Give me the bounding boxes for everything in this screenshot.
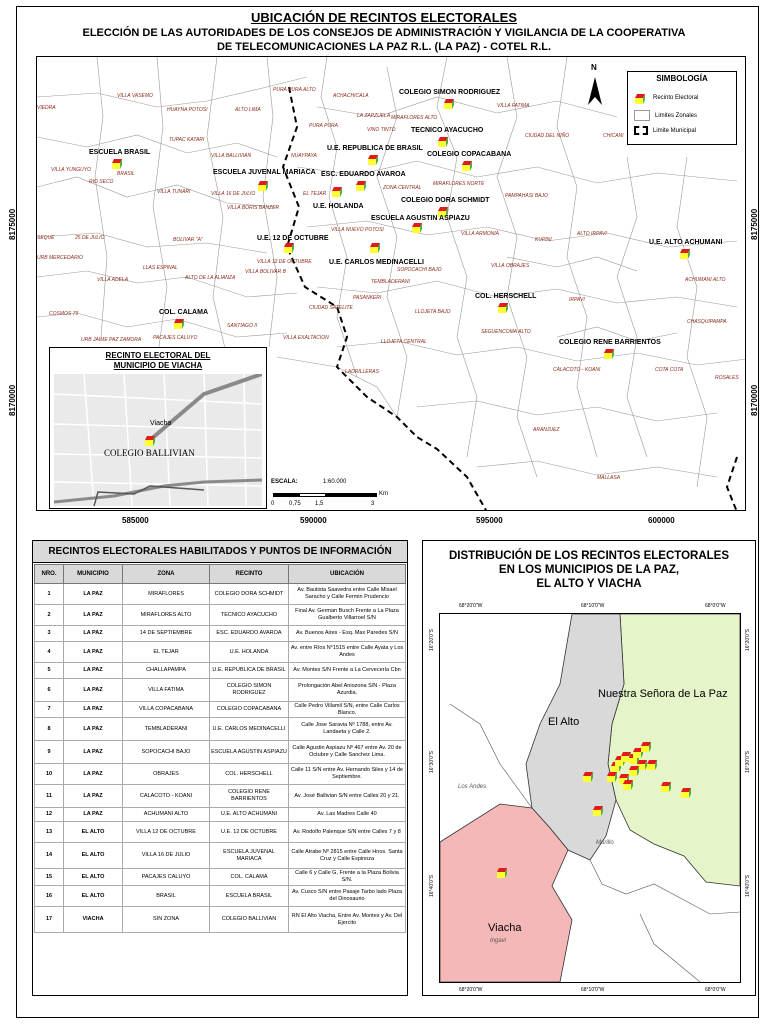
legend-item-recinto [634,92,698,104]
cell-ubicacion: Prolongación Abel Aniozona S/N - Plaza Azurdia. [289,679,406,702]
cell-ubicacion: Av. Montes S/N Frente a La Cervecería Cbn [289,663,406,679]
zone-label: 25 DE JULIO [75,235,105,241]
cell-ubicacion: Calle Atrabe Nº 2815 entre Calle Hnos. Santa Cruz y Calle Espinoza [289,843,406,869]
coord-bottom-4: 600000 [648,516,675,525]
scale-label: ESCALA: [271,479,298,485]
cell-zona: MIRAFLORES ALTO [123,605,210,626]
cell-recinto: ESC. EDUARDO AVAROA [210,626,289,642]
right-tick: 16°30'0"S [745,751,751,773]
column-header: MUNICIPIO [64,565,123,584]
cell-zona: VILLA FATIMA [123,679,210,702]
zone-label: VILLA BORIS BANZER [227,205,280,211]
cell-municipio: LA PAZ [64,741,123,764]
zone-label: ALTO IRPAVI [577,231,607,237]
cell-recinto: TECNICO AYACUCHO [210,605,289,626]
cell-ubicacion: Calle 6 y Calle G, Frente a la Plaza Bolivia S/N. [289,869,406,886]
zone-label: CIUDAD SATELITE [309,305,353,311]
cell-ubicacion: Calle 11 S/N entre Av. Hernando Siles y 14 de Septiembre. [289,764,406,785]
zone-label: LADRILLERAS [345,369,379,375]
zone-label: KUPINI [535,237,552,243]
cell-ubicacion: Av. Las Madres Calle 40 [289,808,406,822]
scale-ratio: 1:60.000 [323,479,347,485]
distribution-panel [422,540,756,996]
top-tick: 68°0'0"W [705,603,726,609]
cell-nro: 15 [35,869,64,886]
cell-municipio: LA PAZ [64,702,123,718]
distribution-title-line-2: EN LOS MUNICIPIOS DE LA PAZ, [498,564,680,576]
table-row [35,741,406,764]
inset-title-line-1: RECINTO ELECTORAL DEL [105,351,211,360]
cell-zona: VILLA 16 DE JULIO [123,843,210,869]
zone-label: VILLA ADELA [97,277,129,283]
cell-recinto: U.E. REPUBLICA DE BRASIL [210,663,289,679]
cell-recinto: ESCUELA JUVENAL MARIACA [210,843,289,869]
zone-label: RIO SECO [89,179,114,185]
main-map[interactable] [36,56,746,511]
zone-label: VILLA VASEMO [117,93,153,99]
point-label: U.E. ALTO ACHUMANI [649,239,723,246]
cell-zona: CALACOTO - KOANI [123,785,210,808]
cell-zona: MIRAFLORES [123,584,210,605]
cell-zona: VILLA 12 DE OCTUBRE [123,822,210,843]
table-row [35,605,406,626]
table-row [35,679,406,702]
zone-label: LA ZAPZUELA [357,113,391,119]
bottom-tick: 68°0'0"W [705,987,726,993]
right-tick: 16°40'0"S [745,875,751,897]
zone-label: LLOJETA CENTRAL [381,339,427,345]
distribution-title [423,549,755,591]
cell-ubicacion: Av. entre Ríos N°1515 entre Calle Ayata y Los Andes [289,642,406,663]
recinto-marker-icon[interactable] [592,804,606,816]
zone-label: ALTO LIMA [235,107,261,113]
zone-label: VILLA EXALTACION [283,335,329,341]
coord-bottom-2: 590000 [300,516,327,525]
zone-label: URB JAIME PAZ ZAMORA [81,337,142,343]
table-row [35,822,406,843]
recinto-marker-icon[interactable] [443,97,457,109]
recinto-marker-icon [144,434,158,446]
page-subtitle [60,26,708,54]
zone-label: PAMPAHASI BAJO [505,193,548,199]
cell-recinto: U.E. HOLANDA [210,642,289,663]
zone-label: LLAS ESPINAL [143,265,178,271]
cell-zona: SIN ZONA [123,907,210,933]
zone-label: COTA COTA [655,367,684,373]
zone-label: ZONA CENTRAL [383,185,422,191]
recinto-marker-icon[interactable] [496,866,510,878]
left-tick: 16°30'0"S [429,751,435,773]
zone-label: CALACOTO - KOANI [553,367,601,373]
recinto-marker-icon [634,92,648,104]
cell-municipio: LA PAZ [64,626,123,642]
cell-zona: SOPOCACHI BAJO [123,741,210,764]
scale-tick: 0,75 [289,501,301,507]
cell-recinto: COLEGIO BALLIVIAN [210,907,289,933]
zone-label: PURA PURA [309,123,338,129]
column-header: NRO. [35,565,64,584]
cell-municipio: LA PAZ [64,764,123,785]
point-label: COLEGIO RENE BARRIENTOS [559,339,661,346]
zone-label: PASANKERI [353,295,382,301]
zone-label: SOPOCACHI BAJO [397,267,442,273]
recinto-marker-icon[interactable] [173,317,187,329]
coord-left-2: 8170000 [8,384,17,416]
legend-label: Limites Zonales [655,112,698,119]
zone-label: VILLA FATIMA [497,103,530,109]
coord-right-1: 8175000 [750,208,759,240]
recintos-table-panel [32,540,408,996]
recinto-marker-icon[interactable] [679,247,693,259]
zone-label: EL TEJAR [303,191,327,197]
zone-label: VILLA NUEVO POTOSI [331,227,384,233]
zone-label: BRASIL [117,171,135,177]
cell-municipio: EL ALTO [64,843,123,869]
cell-zona: EL TEJAR [123,642,210,663]
cell-ubicacion: Av. Bautista Saavedra entre Calle Misael Saracho y Calle Fermin Prudencio [289,584,406,605]
point-label: U.E. REPUBLICA DE BRASIL [327,145,423,152]
point-label: COLEGIO COPACABANA [427,151,512,158]
cell-recinto: COL. CALAMA [210,869,289,886]
recinto-marker-icon[interactable] [369,241,383,253]
cell-ubicacion: Final Av. German Busch Frente a La Plaza Gualberto Villarroel S/N [289,605,406,626]
cell-nro: 10 [35,764,64,785]
left-tick: 16°40'0"S [429,875,435,897]
zone-label: COSMOS 79 [49,311,79,317]
zone-label: LLOJETA BAJO [415,309,451,315]
recinto-marker-icon[interactable] [331,185,345,197]
zone-label: ACHUMANI ALTO [685,277,726,283]
page-title: UBICACIÓN DE RECINTOS ELECTORALES [250,10,518,25]
cell-recinto: U.E. ALTO ACHUMANI [210,808,289,822]
zone-label: VINO TINTO [367,127,396,133]
zone-label: VILLA BOLIVAR B [245,269,286,275]
viacha-inset [49,347,267,509]
table-body [35,584,406,933]
zone-label: TUPAC KATARI [169,137,205,143]
scale-tick: 0 [271,501,275,507]
zone-label: SEGUENCOMA ALTO [481,329,531,335]
table-row [35,886,406,907]
cell-zona: BRASIL [123,886,210,907]
distribution-title-line-1: DISTRIBUCIÓN DE LOS RECINTOS ELECTORALES [448,550,730,562]
cell-zona: 14 DE SEPTIEMBRE [123,626,210,642]
recinto-marker-icon[interactable] [582,770,596,782]
point-label: COLEGIO DORA SCHMIDT [401,197,490,204]
top-tick: 68°10'0"W [581,603,605,609]
map-legend [627,71,737,145]
scale-unit: Km [379,491,388,497]
coord-bottom-3: 595000 [476,516,503,525]
zone-label: MIRAFLORES NORTE [433,181,485,187]
cell-zona: TEMBLADERANI [123,718,210,741]
point-label: U.E. 12 DE OCTUBRE [257,235,329,242]
zone-label: VILLA BALLIVIAN [211,153,252,159]
scale-bar [267,475,407,511]
cell-nro: 5 [35,663,64,679]
recinto-marker-icon[interactable] [257,179,271,191]
cell-nro: 9 [35,741,64,764]
coord-bottom-1: 585000 [122,516,149,525]
municipality-shapes [440,614,740,982]
viacha-label: Viacha [488,922,522,934]
cell-zona: CHALLAPAMPA [123,663,210,679]
cell-nro: 2 [35,605,64,626]
zone-label: SEQUE [37,235,55,241]
cell-recinto: ESCUELA BRASIL [210,886,289,907]
viacha-region [440,804,572,982]
murillo-label: Murillo [596,840,614,846]
cell-nro: 17 [35,907,64,933]
point-label: ESCUELA BRASIL [89,149,151,156]
column-header: UBICACIÓN [289,565,406,584]
cell-nro: 1 [35,584,64,605]
table-row [35,718,406,741]
cell-zona: ACHUMANI ALTO [123,808,210,822]
legend-label: Recinto Electoral [653,95,699,101]
scale-bar-graphic [273,493,377,497]
zone-label: VIEDRA [37,105,56,111]
zone-label: PACAJES CALUYO [153,335,198,341]
zone-label: CHICANI [603,133,624,139]
recinto-marker-icon[interactable] [660,780,674,792]
cell-nro: 14 [35,843,64,869]
cell-ubicacion: RN El Alto Viacha, Entre Av. Montes y Av. Del Ejercito [289,907,406,933]
zone-label: MIRAFLORES ALTO [391,115,438,121]
coord-left-1: 8175000 [8,208,17,240]
zone-label: VILLA TUNARI [157,189,191,195]
table-row [35,642,406,663]
point-label: COLEGIO SIMON RODRIGUEZ [399,89,501,96]
zone-label: BOLIVAR "A" [173,237,203,243]
cell-recinto: ESCUELA AGUSTIN ASPIAZU [210,741,289,764]
table-title: RECINTOS ELECTORALES HABILITADOS Y PUNTOS DE INFORMACIÓN [33,541,407,563]
point-label: ESCUELA JUVENAL MARIACA [213,169,316,176]
recintos-table [34,564,406,933]
cell-recinto: COLEGIO COPACABANA [210,702,289,718]
cell-nro: 7 [35,702,64,718]
zone-label: TEMBLADERANI [371,279,410,285]
point-label: TECNICO AYACUCHO [411,127,484,134]
legend-label: Limite Municipal [653,127,697,134]
table-row [35,764,406,785]
recinto-marker-icon[interactable] [603,347,617,359]
inset-title-line-2: MUNICIPIO DE VIACHA [113,361,203,370]
cell-recinto: COLEGIO DORA SCHMIDT [210,584,289,605]
cell-municipio: LA PAZ [64,663,123,679]
right-tick: 16°20'0"S [745,629,751,651]
bottom-tick: 68°20'0"W [459,987,483,993]
cell-ubicacion: Calle Jose Saravia Nº 1788, entre Av. Landaeta y Calle 2. [289,718,406,741]
zone-label: CIUDAD DEL NIÑO [525,133,570,139]
inset-place-label: Viacha [150,420,172,427]
recinto-marker-icon[interactable] [622,778,636,790]
table-row [35,626,406,642]
zone-label: URB MERCEDARIO [37,255,83,261]
recinto-marker-icon[interactable] [497,301,511,313]
table-row [35,907,406,933]
inset-title [50,351,266,371]
inset-point-label: COLEGIO BALLIVIAN [104,448,195,458]
la-paz-label: Nuestra Señora de La Paz [598,688,728,700]
zone-label: VILLA 16 DE JULIO [211,191,256,197]
table-row [35,869,406,886]
cell-recinto: U.E. 12 DE OCTUBRE [210,822,289,843]
cell-municipio: LA PAZ [64,808,123,822]
cell-municipio: LA PAZ [64,718,123,741]
cell-ubicacion: Calle Pedro Villamil S/N, entre Calle Carlos Blanco. [289,702,406,718]
distribution-title-line-3: EL ALTO Y VIACHA [536,578,642,590]
table-row [35,785,406,808]
cell-municipio: EL ALTO [64,822,123,843]
cell-zona: VILLA COPACABANA [123,702,210,718]
zone-label: ARANJUEZ [533,427,560,433]
zone-label: VILLA 12 DE OCTUBRE [257,259,312,265]
el-alto-label: El Alto [548,716,580,728]
recinto-marker-icon[interactable] [646,758,660,770]
recinto-marker-icon[interactable] [411,221,425,233]
cell-municipio: EL ALTO [64,869,123,886]
coord-right-2: 8170000 [750,384,759,416]
cell-recinto: COLEGIO RENE BARRIENTOS [210,785,289,808]
cell-zona: PACAJES CALUYO [123,869,210,886]
cell-nro: 11 [35,785,64,808]
ingavi-label: Ingavi [490,938,507,944]
recinto-marker-icon[interactable] [283,241,297,253]
zone-label: VILLA ARMONIA [461,231,499,237]
bottom-tick: 68°10'0"W [581,987,605,993]
recinto-marker-icon[interactable] [640,740,654,752]
table-row [35,584,406,605]
point-label: ESC. EDUARDO AVAROA [321,171,406,178]
column-header: RECINTO [210,565,289,584]
cell-municipio: LA PAZ [64,605,123,626]
zone-label: VILLA OBRAJES [491,263,530,269]
zone-label: NUAYPAYA [291,153,317,159]
left-tick: 16°20'0"S [429,629,435,651]
cell-municipio: LA PAZ [64,679,123,702]
cell-recinto: COL. HERSCHELL [210,764,289,785]
cell-nro: 12 [35,808,64,822]
zone-label: ROSALES [715,375,739,381]
subtitle-line-1: ELECCIÓN DE LAS AUTORIDADES DE LOS CONSEJOS DE ADMINISTRACIÓN Y VIGILANCIA DE LA COOPERATIVA [82,27,686,39]
cell-municipio: EL ALTO [64,886,123,907]
zone-label: ALTO DE LA ALIANZA [185,275,236,281]
municipal-boundary-swatch [634,126,648,135]
cell-zona: OBRAJES [123,764,210,785]
scale-tick: 3 [371,501,375,507]
table-row [35,702,406,718]
cell-ubicacion: Av. Rodolfo Palenque S/N entre Calles 7 y 8 [289,822,406,843]
recinto-marker-icon[interactable] [437,135,451,147]
cell-recinto: COLEGIO SIMON RODRIGUEZ [210,679,289,702]
cell-nro: 6 [35,679,64,702]
los-andes-label: Los Andes [458,784,487,790]
point-label: COL. HERSCHELL [475,293,537,300]
cell-recinto: U.E. CARLOS MEDINACELLI [210,718,289,741]
zone-label: VILLA YUNGUYO [51,167,92,173]
scale-tick: 1,5 [315,501,324,507]
top-tick: 68°20'0"W [459,603,483,609]
recinto-marker-icon[interactable] [355,179,369,191]
cell-nro: 3 [35,626,64,642]
cell-nro: 4 [35,642,64,663]
point-label: U.E. HOLANDA [313,203,364,210]
table-header-row [35,565,406,584]
zonal-boundary-swatch [634,110,650,121]
inset-streets [54,374,262,506]
zone-label: CHASQUIPAMPA [687,319,727,325]
cell-ubicacion: Calle Agustin Aspiazu Nº 467 entre Av. 20 de Octubre y Calle Sanchez Lima. [289,741,406,764]
cell-municipio: VIACHA [64,907,123,933]
point-label: U.E. CARLOS MEDINACELLI [329,259,424,266]
zone-label: IRPAVI [569,297,585,303]
point-label: COL. CALAMA [159,309,208,316]
legend-item-municipal [634,126,696,135]
table-row [35,843,406,869]
table-row [35,663,406,679]
zone-label: ACHACHICALA [333,93,369,99]
zone-label: PURA PURA ALTO [273,87,316,93]
legend-title: SIMBOLOGÍA [656,74,708,83]
inset-map[interactable] [54,374,262,506]
cell-ubicacion: Av. Cusco S/N entre Pasaje Tarbo lado Plaza del Dinosaurio [289,886,406,907]
zone-label: HUAYNA POTOSI [167,107,208,113]
cell-municipio: LA PAZ [64,642,123,663]
recinto-marker-icon[interactable] [680,786,694,798]
cell-ubicacion: Av. José Ballivian S/N entre Calles 20 y 21. [289,785,406,808]
cell-nro: 13 [35,822,64,843]
column-header: ZONA [123,565,210,584]
cell-municipio: LA PAZ [64,584,123,605]
point-label: ESCUELA AGUSTIN ASPIAZU [371,215,470,222]
legend-item-zonal [634,110,697,121]
distribution-map[interactable] [439,613,741,983]
recinto-marker-icon[interactable] [367,153,381,165]
zone-label: MALLASA [597,475,621,481]
cell-ubicacion: Av. Buenos Aires - Esq. Max Paredes S/N [289,626,406,642]
subtitle-line-2: DE TELECOMUNICACIONES LA PAZ R.L. (LA PAZ) - COTEL R.L. [216,41,552,53]
recinto-marker-icon[interactable] [111,157,125,169]
recinto-marker-icon[interactable] [461,159,475,171]
table-row [35,808,406,822]
cell-municipio: LA PAZ [64,785,123,808]
zone-label: SANTIAGO II [227,323,258,329]
cell-nro: 16 [35,886,64,907]
cell-nro: 8 [35,718,64,741]
north-label: N [591,63,597,72]
